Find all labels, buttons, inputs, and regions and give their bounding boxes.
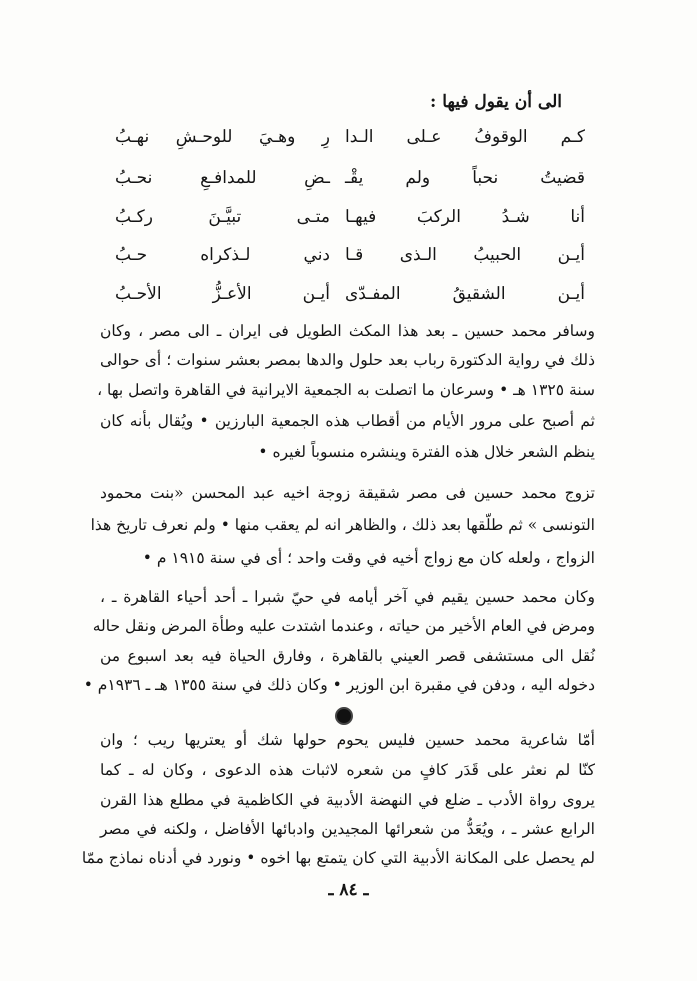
para1-line-5: ينظم الشعر خلال هذه الفترة وينشره منسوباً لغيره • xyxy=(258,443,595,461)
para3-line-4: دخوله اليه ، ودفن في مقبرة ابن الوزير • وكان ذلك في سنة ١٣٥٥ هـ ـ ١٩٣٦م • xyxy=(83,676,595,694)
verse-5 xyxy=(115,284,585,322)
verse-2-first-hemistich: قضيتُ نحباً ولم يقْـ xyxy=(345,168,585,188)
para2-line-3: الزواج ، ولعله كان مع زواج أخيه في وقت واحد ؛ أى في سنة ١٩١٥ م • xyxy=(142,549,595,567)
para4-line-3: يروى رواة الأدب ـ ضلع في النهضة الأدبية في الكاظمية في مطلع هذا القرن xyxy=(100,791,595,809)
para2-line-2: التونسى » ثم طلّقها بعد ذلك ، والظاهر انه لم يعقب منها • ولم نعرف تاريخ هذا xyxy=(90,516,595,534)
verse-2-second-hemistich: ـضِ للمدافـعِ نحـبُ xyxy=(115,168,330,188)
para4-line-2: كنّا لم نعثر على قَدَر كافٍ من شعره لاثبات هذه الدعوى ، وكان له ـ كما xyxy=(100,761,595,779)
para3-line-2: ومرض في العام الأخير من حياته ، وعندما اشتدت عليه وطأة المرض ونقل حاله xyxy=(92,617,595,635)
section-bullet xyxy=(335,707,353,725)
verse-4-second-hemistich: دني لـذكراه حـبُ xyxy=(115,245,330,265)
verse-4 xyxy=(115,245,585,283)
verse-3-second-hemistich: متـى تبيَّـنَ ركـبُ xyxy=(115,207,330,227)
para4-line-1: أمّا شاعرية محمد حسين فليس يحوم حولها شك أو يعتريها ريب ؛ وان xyxy=(100,731,595,749)
verse-3-first-hemistich: أنا شـدُ الركبَ فيهـا xyxy=(345,207,585,227)
verse-5-second-hemistich: أيـن الأعـزُّ الأحـبُ xyxy=(115,284,330,304)
verse-2 xyxy=(115,168,585,206)
verse-1 xyxy=(115,127,585,165)
para4-line-5: لم يحصل على المكانة الأدبية التي كان يتمتع بها اخوه • ونورد في أدناه نماذج ممّا xyxy=(81,849,595,867)
verse-1-second-hemistich: رِ وهـيَ للوحـشِ نهـبُ xyxy=(115,127,330,147)
para2-line-1: تزوج محمد حسين فى مصر شقيقة زوجة اخيه عبد المحسن «بنت محمود xyxy=(100,484,595,502)
para4-line-4: الرابع عشر ـ ، ويُعَدُّ من شعرائها المجيدين وادبائها الأفاضل ، ولكنه في مصر xyxy=(100,820,595,838)
para3-line-3: نُقل الى مستشفى قصر العيني بالقاهرة ، وفارق الحياة فيه بعد اسبوع من xyxy=(100,647,595,665)
verse-4-first-hemistich: أيـن الحبيبُ الـذى قـا xyxy=(345,245,585,265)
verse-5-first-hemistich: أيـن الشقيقُ المفـدّى xyxy=(345,284,585,304)
verse-1-first-hemistich: كـم الوقوفُ عـلى الـدا xyxy=(345,127,585,147)
para1-line-1: وسافر محمد حسين ـ بعد هذا المكث الطويل فى ايران ـ الى مصر ، وكان xyxy=(100,322,595,340)
para1-line-2: ذلك في رواية الدكتورة رباب بعد حلول والدها بمصر بعشر سنوات ؛ أى حوالى xyxy=(100,351,595,369)
para1-line-3: سنة ١٣٢٥ هـ • وسرعان ما اتصلت به الجمعية الايرانية في القاهرة واتصل بها ، xyxy=(97,381,595,399)
para3-line-1: وكان محمد حسين يقيم في آخر أيامه في حيّ شبرا ـ أحد أحياء القاهرة ـ ، xyxy=(100,588,595,606)
intro-line: الى أن يقول فيها : xyxy=(430,92,562,112)
para1-line-4: ثم أصبح على مرور الأيام من أقطاب هذه الجمعية البارزين • ويُقال بأنه كان xyxy=(100,412,595,430)
verse-3 xyxy=(115,207,585,245)
page-number: ـ ٨٤ ـ xyxy=(328,880,369,900)
